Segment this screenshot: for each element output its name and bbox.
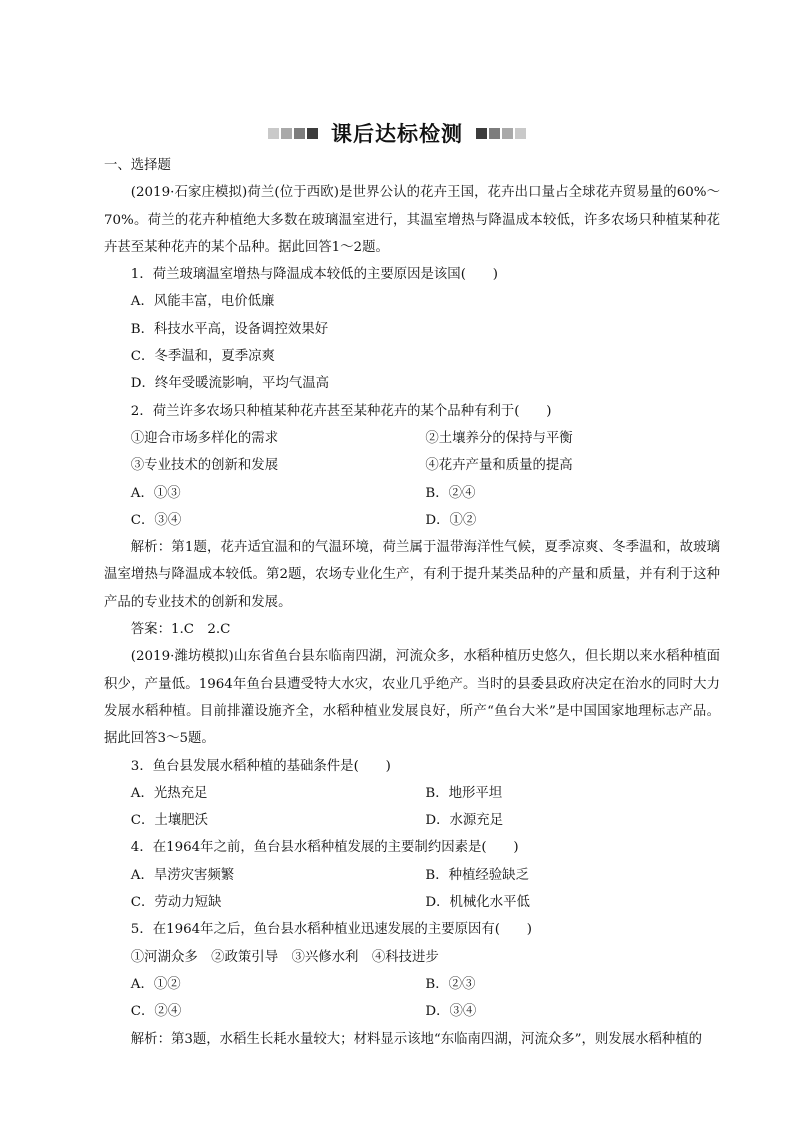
question-5-option-b: B．②③: [425, 976, 476, 992]
question-5-option-a: A．①②: [130, 976, 181, 992]
question-5-option-d: D．③④: [425, 1004, 477, 1020]
question-3-option-c: C．土壤肥沃: [130, 813, 208, 829]
question-2-options-row-2: [104, 507, 720, 534]
question-2-options-row-1: [104, 480, 720, 507]
question-5-items: ①河湖众多 ②政策引导 ③兴修水利 ④科技进步: [130, 949, 439, 965]
question-3-options-row-2: [104, 807, 720, 834]
analysis-2-start: 解析：第3题，水稻生长耗水量较大；材料显示该地“东临南四湖，河流众多”，则发展水稻种植的: [130, 1031, 703, 1047]
section-heading: 一、选择题: [104, 158, 171, 173]
question-1-stem: 1．荷兰玻璃温室增热与降温成本较低的主要原因是该国( ): [130, 267, 498, 283]
page-header: [0, 118, 794, 148]
question-5-options-row-2: [104, 998, 720, 1025]
question-2-item-4: ④花卉产量和质量的提高: [425, 458, 573, 474]
question-3-options-row-1: [104, 780, 720, 807]
question-2-option-b: B．②④: [425, 485, 476, 501]
question-1-option-a: A．风能丰富，电价低廉: [130, 294, 275, 310]
question-2-item-1: ①迎合市场多样化的需求: [130, 430, 279, 446]
question-2-item-2: ②土壤养分的保持与平衡: [425, 430, 573, 446]
question-5-stem: 5．在1964年之后，鱼台县水稻种植业迅速发展的主要原因有( ): [130, 922, 532, 938]
question-4-option-b: B．种植经验缺乏: [425, 867, 529, 883]
page-title: 课后达标检测: [331, 122, 463, 146]
question-5-option-c: C．②④: [130, 1004, 182, 1020]
answer-1: 答案：1.C 2.C: [130, 622, 231, 638]
question-4-option-c: C．劳动力短缺: [130, 895, 222, 911]
question-3-stem: 3．鱼台县发展水稻种植的基础条件是( ): [130, 758, 391, 774]
question-1-option-b: B．科技水平高，设备调控效果好: [130, 321, 329, 337]
analysis-1: 解析：第1题，花卉适宜温和的气温环境，荷兰属于温带海洋性气候，夏季凉爽、冬季温和，故玻璃温室增热与降温成本较低。第2题，农场专业化生产，有利于提升某类品种的产量和质量，并有利于这种产品的专业技术的创新和发展。: [104, 540, 720, 610]
question-2-items-row-2: [104, 452, 720, 479]
question-3-option-d: D．水源充足: [425, 813, 504, 829]
question-2-option-d: D．①②: [425, 512, 477, 528]
material-paragraph-1: (2019·石家庄模拟)荷兰(位于西欧)是世界公认的花卉王国，花卉出口量占全球花卉贸易量的60%～70%。荷兰的花卉种植绝大多数在玻璃温室进行，其温室增热与降温成本较低，许多农场只种植某种花卉甚至某种花卉的某个品种。据此回答1～2题。: [104, 185, 720, 255]
question-4-option-a: A．旱涝灾害频繁: [130, 867, 235, 883]
question-3-option-b: B．地形平坦: [425, 785, 503, 801]
question-4-option-d: D．机械化水平低: [425, 895, 530, 911]
question-2-stem: 2．荷兰许多农场只种植某种花卉甚至某种花卉的某个品种有利于( ): [130, 403, 552, 419]
question-1-option-c: C．冬季温和，夏季凉爽: [130, 349, 275, 365]
question-4-stem: 4．在1964年之前，鱼台县水稻种植发展的主要制约因素是( ): [130, 840, 519, 856]
question-1-option-d: D．终年受暖流影响，平均气温高: [130, 376, 330, 392]
question-2-items-row-1: [104, 425, 720, 452]
question-4-options-row-1: [104, 862, 720, 889]
question-2-option-c: C．③④: [130, 512, 182, 528]
right-decoration: [475, 128, 527, 139]
document-body: [104, 152, 720, 1053]
material-paragraph-2: (2019·潍坊模拟)山东省鱼台县东临南四湖，河流众多，水稻种植历史悠久，但长期以来水稻种植面积少，产量低。1964年鱼台县遭受特大水灾，农业几乎绝产。当时的县委县政府决定在治水的同时大力发展水稻种植。目前排灌设施齐全，水稻种植业发展良好，所产“鱼台大米”是中国国家地理标志产品。据此回答3～5题。: [104, 649, 720, 747]
left-decoration: [267, 128, 319, 139]
question-4-options-row-2: [104, 889, 720, 916]
question-2-item-3: ③专业技术的创新和发展: [130, 458, 279, 474]
question-2-option-a: A．①③: [130, 485, 181, 501]
question-5-options-row-1: [104, 971, 720, 998]
question-3-option-a: A．光热充足: [130, 785, 208, 801]
